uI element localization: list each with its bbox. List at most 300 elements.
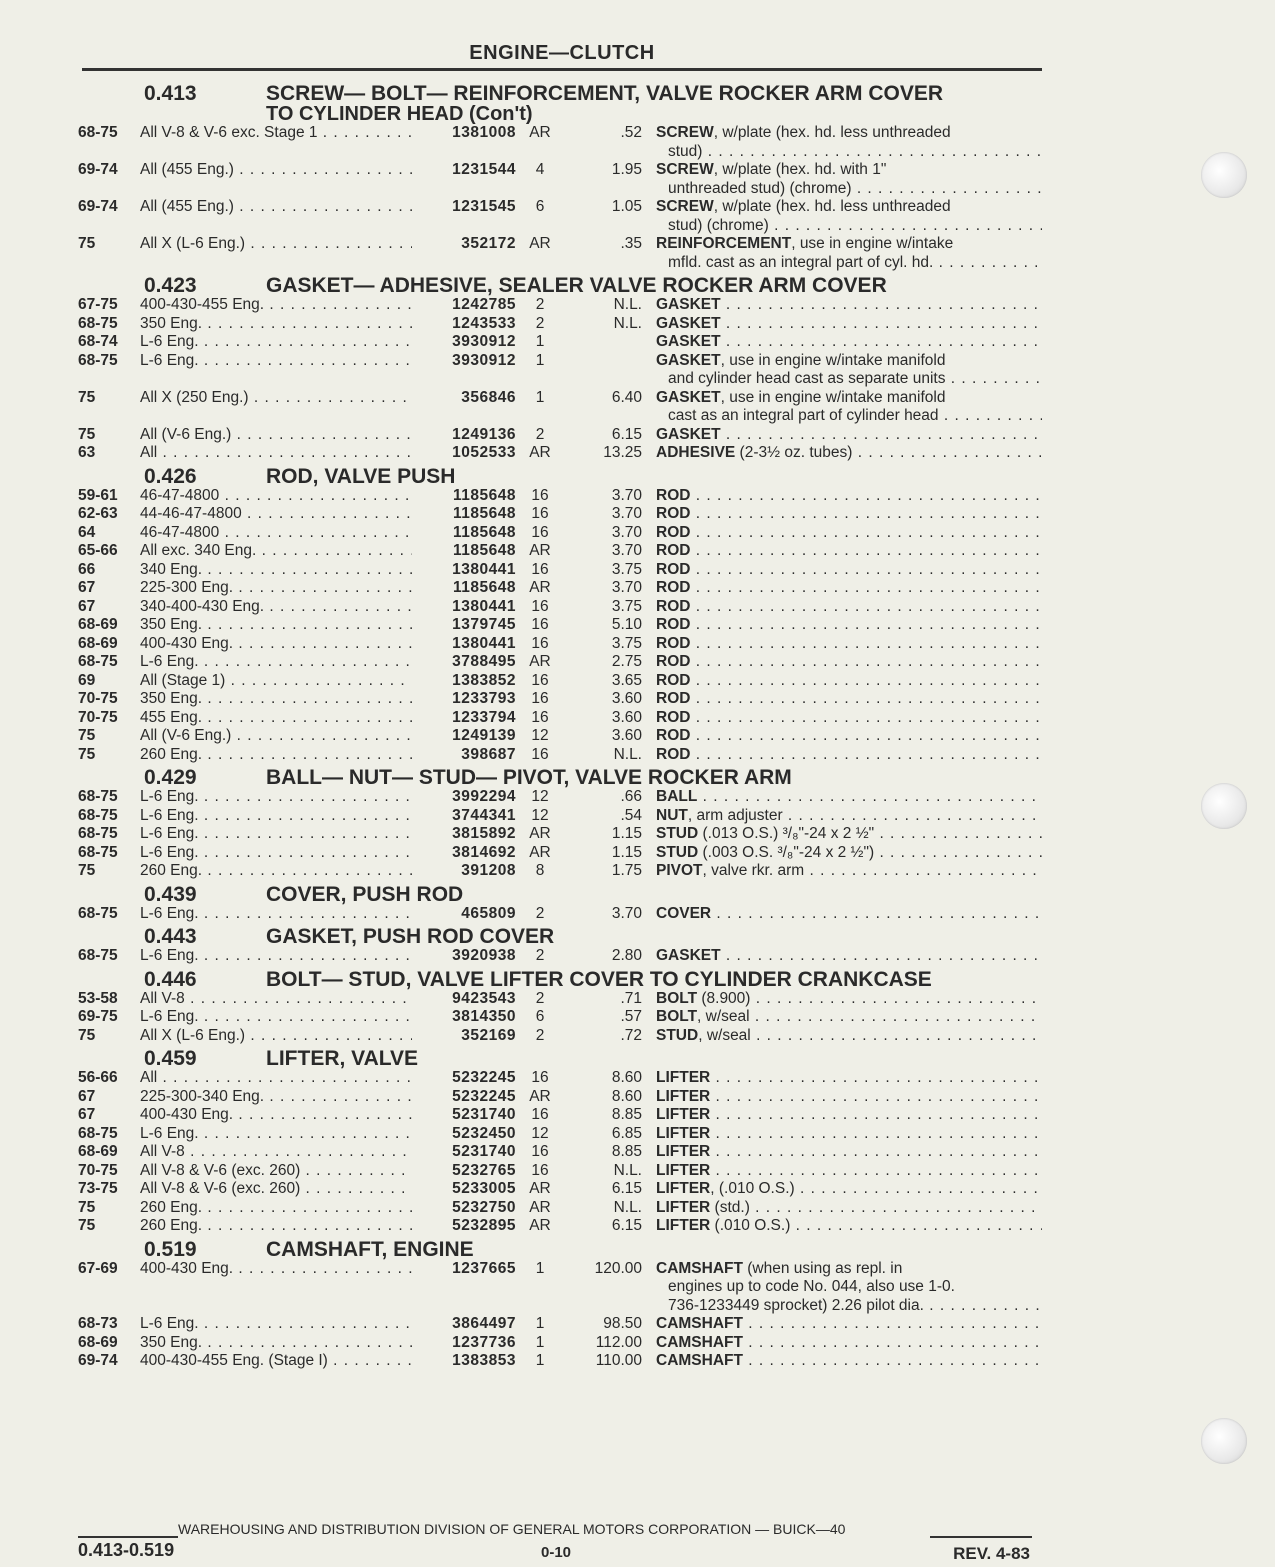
part-name: LIFTER bbox=[656, 1198, 711, 1216]
part-name: LIFTER bbox=[656, 1180, 711, 1197]
quantity: 2 bbox=[535, 425, 545, 443]
model-years: 68-75 bbox=[78, 904, 118, 922]
catalog-section bbox=[78, 882, 1042, 924]
model-years: 68-75 bbox=[78, 947, 118, 964]
part-number: 3864497 bbox=[452, 1315, 516, 1332]
list-price: .52 bbox=[620, 124, 642, 141]
section-title bbox=[266, 927, 1042, 947]
part-description bbox=[656, 690, 1042, 709]
list-price: 112.00 bbox=[595, 1333, 642, 1351]
description-text: stud) bbox=[668, 142, 703, 160]
description-text: , use in engine w/intake bbox=[791, 235, 954, 252]
part-name: NUT bbox=[656, 806, 688, 824]
quantity: AR bbox=[529, 542, 551, 559]
part-name: CAMSHAFT bbox=[656, 1259, 743, 1277]
quantity: 6 bbox=[535, 1008, 545, 1025]
model-years: 68-75 bbox=[78, 788, 118, 805]
part-row bbox=[78, 746, 1042, 765]
model-years: 68-73 bbox=[78, 1315, 118, 1332]
description-line bbox=[656, 1125, 1042, 1144]
list-price: 3.70 bbox=[611, 579, 642, 596]
part-description bbox=[656, 561, 1042, 580]
description-line bbox=[656, 616, 1042, 635]
part-name: ROD bbox=[656, 653, 691, 670]
description-line bbox=[656, 235, 1042, 254]
part-name: LIFTER bbox=[656, 1143, 711, 1160]
list-price: 120.00 bbox=[594, 1259, 642, 1277]
catalog-section bbox=[78, 927, 1042, 966]
description-text: (when using as repl. in bbox=[742, 1259, 903, 1277]
parts-catalog bbox=[78, 80, 1042, 1371]
section-title bbox=[266, 276, 1042, 296]
model-years: 75 bbox=[78, 425, 96, 443]
part-description bbox=[656, 616, 1042, 635]
part-row bbox=[78, 1088, 1042, 1107]
part-number: 5232765 bbox=[452, 1161, 516, 1179]
part-description bbox=[656, 296, 1042, 315]
application: All V-8 . . . bbox=[140, 1143, 412, 1162]
part-description bbox=[656, 1199, 1042, 1218]
description-line bbox=[656, 389, 1042, 408]
application: All V-8 . . . bbox=[140, 990, 412, 1009]
quantity: 1 bbox=[535, 351, 545, 369]
description-line bbox=[656, 370, 1042, 389]
part-row bbox=[78, 947, 1042, 966]
part-row bbox=[78, 1027, 1042, 1046]
part-name: CAMSHAFT bbox=[656, 1333, 743, 1351]
description-text: , w/plate (hex. hd. less unthreaded bbox=[713, 124, 951, 141]
part-description bbox=[656, 727, 1042, 746]
part-row bbox=[78, 672, 1042, 691]
description-text: , w/seal bbox=[698, 1026, 751, 1044]
description-line bbox=[656, 1217, 1042, 1236]
quantity: AR bbox=[529, 1087, 551, 1105]
quantity: 2 bbox=[535, 989, 545, 1007]
application: L-6 Eng. . . . bbox=[140, 947, 412, 966]
part-number: 3992294 bbox=[452, 788, 516, 805]
model-years: 75 bbox=[78, 1026, 96, 1044]
application: 340 Eng. . . . bbox=[140, 561, 412, 580]
description-text: (8.900) bbox=[697, 989, 751, 1007]
footer-rule bbox=[78, 1536, 178, 1538]
model-years: 65-66 bbox=[78, 542, 118, 559]
application: 350 Eng. . . . bbox=[140, 616, 412, 635]
part-description bbox=[656, 947, 1042, 966]
part-name: LIFTER bbox=[656, 1069, 711, 1086]
part-number: 356846 bbox=[461, 388, 516, 406]
part-name: LIFTER bbox=[656, 1217, 711, 1234]
part-name: ROD bbox=[656, 745, 691, 763]
application: All X (L-6 Eng.) . . . bbox=[140, 1027, 412, 1046]
description-line bbox=[656, 561, 1042, 580]
part-description bbox=[656, 1334, 1042, 1353]
quantity: 1 bbox=[535, 388, 545, 406]
section-code: 0.426 bbox=[144, 464, 197, 488]
list-price: N.L. bbox=[613, 1198, 642, 1216]
quantity: 16 bbox=[531, 708, 549, 726]
part-row bbox=[78, 1352, 1042, 1371]
part-number: 1243533 bbox=[452, 314, 516, 332]
section-heading bbox=[78, 967, 1042, 991]
list-price: .35 bbox=[620, 235, 642, 252]
description-text: 736-1233449 sprocket) 2.26 pilot dia. bbox=[668, 1296, 924, 1314]
section-title bbox=[266, 1049, 1042, 1069]
application: All (V-6 Eng.) . . . bbox=[140, 727, 412, 746]
description-line bbox=[656, 1260, 1042, 1279]
part-number: 5232245 bbox=[452, 1069, 516, 1086]
section-title bbox=[266, 768, 1042, 788]
section-code: 0.413 bbox=[144, 82, 197, 105]
model-years: 75 bbox=[78, 1217, 96, 1234]
description-line bbox=[656, 1180, 1042, 1199]
list-price: 1.05 bbox=[611, 198, 642, 215]
quantity: AR bbox=[529, 124, 551, 141]
part-description bbox=[656, 444, 1042, 463]
model-years: 67-69 bbox=[78, 1259, 118, 1277]
part-name: ROD bbox=[656, 579, 691, 596]
quantity: AR bbox=[529, 579, 551, 596]
part-description bbox=[656, 352, 1042, 389]
part-number: 5232245 bbox=[452, 1087, 516, 1105]
part-description bbox=[656, 1315, 1042, 1334]
part-number: 3814350 bbox=[452, 1008, 516, 1025]
model-years: 68-75 bbox=[78, 1124, 118, 1142]
list-price: 3.65 bbox=[611, 671, 642, 689]
list-price: 5.10 bbox=[611, 616, 642, 633]
part-name: ROD bbox=[656, 708, 691, 726]
application: All V-8 & V-6 (exc. 260) . . . bbox=[140, 1180, 412, 1199]
model-years: 68-69 bbox=[78, 1333, 118, 1351]
quantity: 6 bbox=[535, 198, 545, 215]
description-line bbox=[656, 1106, 1042, 1125]
model-years: 68-75 bbox=[78, 653, 118, 670]
model-years: 73-75 bbox=[78, 1180, 118, 1197]
list-price: 3.75 bbox=[611, 560, 642, 578]
part-number: 1052533 bbox=[452, 444, 516, 461]
model-years: 64 bbox=[78, 523, 96, 541]
model-years: 69-74 bbox=[78, 198, 118, 215]
section-title-line: COVER, PUSH ROD bbox=[266, 882, 464, 906]
model-years: 68-75 bbox=[78, 351, 118, 369]
description-line bbox=[656, 407, 1042, 426]
part-description bbox=[656, 1180, 1042, 1199]
application: L-6 Eng. . . . bbox=[140, 653, 412, 672]
part-row bbox=[78, 1143, 1042, 1162]
part-row bbox=[78, 524, 1042, 543]
description-line bbox=[656, 1027, 1042, 1046]
part-name: ROD bbox=[656, 671, 691, 689]
quantity: 2 bbox=[535, 904, 545, 922]
part-name: GASKET bbox=[656, 425, 721, 443]
quantity: 12 bbox=[531, 727, 549, 744]
part-row bbox=[78, 844, 1042, 863]
application: L-6 Eng. . . . bbox=[140, 1008, 412, 1027]
description-text: (.013 O.S.) ³/₈"-24 x 2 ½" bbox=[698, 825, 875, 842]
description-line bbox=[656, 124, 1042, 143]
section-title bbox=[266, 967, 1042, 991]
description-text: cast as an integral part of cylinder head bbox=[668, 407, 939, 424]
part-number: 1379745 bbox=[452, 616, 516, 633]
model-years: 67-75 bbox=[78, 296, 118, 313]
description-line bbox=[656, 653, 1042, 672]
part-name: LIFTER bbox=[656, 1124, 711, 1142]
part-row bbox=[78, 161, 1042, 198]
footer-organization: WAREHOUSING AND DISTRIBUTION DIVISION OF GENERAL MOTORS CORPORATION — BUICK—40 bbox=[178, 1521, 846, 1537]
part-name: CAMSHAFT bbox=[656, 1352, 743, 1369]
part-row bbox=[78, 616, 1042, 635]
footer-revision: REV. 4-83 bbox=[953, 1544, 1030, 1563]
description-line bbox=[656, 1278, 1042, 1297]
part-description bbox=[656, 1008, 1042, 1027]
description-line bbox=[656, 807, 1042, 826]
part-row bbox=[78, 807, 1042, 826]
model-years: 68-75 bbox=[78, 314, 118, 332]
description-text: , (.010 O.S.) bbox=[710, 1180, 795, 1197]
model-years: 70-75 bbox=[78, 690, 118, 707]
part-row bbox=[78, 727, 1042, 746]
list-price: 1.15 bbox=[611, 843, 642, 861]
part-number: 352169 bbox=[461, 1026, 516, 1044]
part-description bbox=[656, 1162, 1042, 1181]
part-number: 5231740 bbox=[452, 1106, 516, 1123]
part-number: 1237665 bbox=[452, 1259, 516, 1277]
part-name: SCREW bbox=[656, 124, 714, 141]
description-line bbox=[656, 1315, 1042, 1334]
description-line bbox=[656, 1162, 1042, 1181]
list-price: 6.15 bbox=[611, 1217, 642, 1234]
list-price: N.L. bbox=[613, 314, 642, 332]
application: 225-300 Eng. . . . bbox=[140, 579, 412, 598]
part-row bbox=[78, 635, 1042, 654]
description-line bbox=[656, 1297, 1042, 1316]
quantity: 12 bbox=[531, 788, 549, 805]
list-price: N.L. bbox=[613, 296, 642, 313]
part-row bbox=[78, 487, 1042, 506]
model-years: 69-75 bbox=[78, 1008, 118, 1025]
part-name: PIVOT bbox=[656, 862, 703, 879]
part-number: 5232895 bbox=[452, 1217, 516, 1234]
part-row bbox=[78, 788, 1042, 807]
application: L-6 Eng. . . . bbox=[140, 1125, 412, 1144]
part-description bbox=[656, 825, 1042, 844]
quantity: AR bbox=[529, 1198, 551, 1216]
description-text: , valve rkr. arm bbox=[702, 862, 805, 879]
description-line bbox=[656, 690, 1042, 709]
part-name: GASKET bbox=[656, 296, 721, 313]
quantity: 1 bbox=[535, 1352, 545, 1369]
quantity: 2 bbox=[535, 296, 545, 313]
quantity: 1 bbox=[535, 1259, 545, 1277]
part-number: 3788495 bbox=[452, 653, 516, 670]
part-name: REINFORCEMENT bbox=[656, 235, 792, 252]
application: All X (250 Eng.) . . . bbox=[140, 389, 412, 426]
part-description bbox=[656, 709, 1042, 728]
quantity: 2 bbox=[535, 314, 545, 332]
application: 400-430 Eng. . . . bbox=[140, 635, 412, 654]
footer-page-number: 0-10 bbox=[541, 1544, 572, 1561]
list-price: 6.15 bbox=[611, 425, 642, 443]
part-name: SCREW bbox=[656, 161, 714, 178]
part-number: 1380441 bbox=[452, 560, 516, 578]
section-title bbox=[266, 84, 1042, 124]
list-price bbox=[564, 333, 656, 352]
application: 46-47-4800 . . . bbox=[140, 524, 412, 543]
part-name: ROD bbox=[656, 727, 691, 744]
section-code: 0.423 bbox=[144, 274, 197, 297]
section-title-line: GASKET— ADHESIVE, SEALER VALVE ROCKER ARM COVER bbox=[266, 274, 887, 297]
part-description bbox=[656, 788, 1042, 807]
description-line bbox=[656, 1199, 1042, 1218]
quantity: 16 bbox=[531, 671, 549, 689]
model-years: 66 bbox=[78, 560, 96, 578]
application: All V-8 & V-6 (exc. 260) . . . bbox=[140, 1162, 412, 1181]
list-price: 3.70 bbox=[611, 904, 642, 922]
list-price: 3.75 bbox=[611, 634, 642, 652]
quantity: AR bbox=[529, 1180, 551, 1197]
description-line bbox=[656, 296, 1042, 315]
description-line bbox=[656, 524, 1042, 543]
description-line bbox=[656, 1088, 1042, 1107]
part-description bbox=[656, 1352, 1042, 1371]
quantity: 4 bbox=[535, 161, 545, 178]
section-heading bbox=[78, 84, 1042, 124]
section-title-line: ROD, VALVE PUSH bbox=[266, 464, 456, 488]
application: L-6 Eng. . . . bbox=[140, 844, 412, 863]
list-price: .72 bbox=[620, 1026, 642, 1044]
section-code: 0.446 bbox=[144, 967, 197, 991]
part-row bbox=[78, 905, 1042, 924]
quantity: 16 bbox=[531, 1069, 549, 1086]
application: 400-430-455 Eng. . . . bbox=[140, 296, 412, 315]
part-name: SCREW bbox=[656, 198, 714, 215]
part-number: 3744341 bbox=[452, 806, 516, 824]
part-number: 1380441 bbox=[452, 597, 516, 615]
part-number: 1185648 bbox=[453, 579, 516, 596]
part-description bbox=[656, 598, 1042, 617]
quantity: 16 bbox=[531, 1143, 549, 1160]
section-title-line: BOLT— STUD, VALVE LIFTER COVER TO CYLINDER CRANKCASE bbox=[266, 967, 932, 991]
part-row bbox=[78, 690, 1042, 709]
list-price: 110.00 bbox=[595, 1352, 642, 1369]
quantity: 1 bbox=[535, 333, 545, 350]
part-number: 1233794 bbox=[452, 708, 516, 726]
list-price: 3.60 bbox=[611, 727, 642, 744]
part-row bbox=[78, 352, 1042, 389]
part-row bbox=[78, 561, 1042, 580]
catalog-section bbox=[78, 1049, 1042, 1236]
list-price: 8.85 bbox=[611, 1106, 642, 1123]
part-name: COVER bbox=[656, 904, 712, 922]
part-row bbox=[78, 1217, 1042, 1236]
list-price: 3.70 bbox=[611, 505, 642, 522]
part-number: 1185648 bbox=[453, 523, 516, 541]
description-text: and cylinder head cast as separate units bbox=[668, 370, 946, 387]
part-number: 398687 bbox=[461, 745, 516, 763]
part-description bbox=[656, 1106, 1042, 1125]
part-row bbox=[78, 825, 1042, 844]
list-price: 3.70 bbox=[611, 523, 642, 541]
description-line bbox=[656, 1143, 1042, 1162]
section-heading bbox=[78, 1049, 1042, 1069]
part-number: 5231740 bbox=[452, 1143, 516, 1160]
description-text: unthreaded stud) (chrome) bbox=[668, 179, 852, 197]
quantity: 16 bbox=[531, 690, 549, 707]
part-row bbox=[78, 235, 1042, 272]
application: L-6 Eng. . . . bbox=[140, 825, 412, 844]
description-line bbox=[656, 1008, 1042, 1027]
part-row bbox=[78, 444, 1042, 463]
application: 44-46-47-4800 . . . bbox=[140, 505, 412, 524]
part-row bbox=[78, 1125, 1042, 1144]
part-name: GASKET bbox=[656, 314, 721, 332]
part-name: CAMSHAFT bbox=[656, 1315, 743, 1332]
model-years: 75 bbox=[78, 727, 96, 744]
description-text: , use in engine w/intake manifold bbox=[720, 351, 946, 369]
description-line bbox=[656, 505, 1042, 524]
part-description bbox=[656, 1260, 1042, 1316]
description-line bbox=[656, 542, 1042, 561]
part-description bbox=[656, 235, 1042, 272]
application: L-6 Eng. . . . bbox=[140, 905, 412, 924]
part-row bbox=[78, 542, 1042, 561]
description-text: , w/seal bbox=[697, 1008, 750, 1025]
part-description bbox=[656, 1125, 1042, 1144]
description-text: , use in engine w/intake manifold bbox=[720, 388, 946, 406]
description-line bbox=[656, 635, 1042, 654]
part-number: 1231544 bbox=[452, 161, 516, 178]
part-description bbox=[656, 1217, 1042, 1236]
quantity: 2 bbox=[535, 1026, 545, 1044]
description-text: , arm adjuster bbox=[687, 806, 783, 824]
quantity: 1 bbox=[535, 1315, 545, 1332]
description-line bbox=[656, 990, 1042, 1009]
part-description bbox=[656, 198, 1042, 235]
punch-hole bbox=[1201, 152, 1247, 198]
quantity: 16 bbox=[531, 523, 549, 541]
part-name: LIFTER bbox=[656, 1161, 711, 1179]
section-title-line: LIFTER, VALVE bbox=[266, 1047, 419, 1070]
description-line bbox=[656, 727, 1042, 746]
part-row bbox=[78, 1180, 1042, 1199]
description-text: , w/plate (hex. hd. less unthreaded bbox=[713, 198, 951, 215]
application: 260 Eng. . . . bbox=[140, 862, 412, 881]
part-number: 391208 bbox=[461, 862, 516, 879]
description-line bbox=[656, 905, 1042, 924]
section-title-line: GASKET, PUSH ROD COVER bbox=[266, 925, 555, 948]
application: 260 Eng. . . . bbox=[140, 746, 412, 765]
list-price: 3.70 bbox=[611, 486, 642, 504]
description-text: (.010 O.S.) bbox=[710, 1217, 791, 1234]
part-description bbox=[656, 844, 1042, 863]
part-number: 1242785 bbox=[452, 296, 516, 313]
part-name: ROD bbox=[656, 542, 691, 559]
part-name: ADHESIVE bbox=[656, 444, 736, 461]
part-number: 1383852 bbox=[452, 671, 516, 689]
section-title-line: CAMSHAFT, ENGINE bbox=[266, 1237, 474, 1261]
application: 350 Eng. . . . bbox=[140, 1334, 412, 1353]
application: L-6 Eng. . . . bbox=[140, 352, 412, 389]
list-price: 1.95 bbox=[611, 161, 642, 178]
part-description bbox=[656, 862, 1042, 881]
section-title-line: SCREW— BOLT— REINFORCEMENT, VALVE ROCKER ARM COVER bbox=[266, 82, 944, 105]
part-number: 1380441 bbox=[452, 634, 516, 652]
list-price: N.L. bbox=[613, 1161, 642, 1179]
part-name: LIFTER bbox=[656, 1106, 711, 1123]
application: All . . . bbox=[140, 1069, 412, 1088]
section-title bbox=[266, 882, 1042, 906]
part-description bbox=[656, 905, 1042, 924]
application: All (Stage 1) . . . bbox=[140, 672, 412, 691]
